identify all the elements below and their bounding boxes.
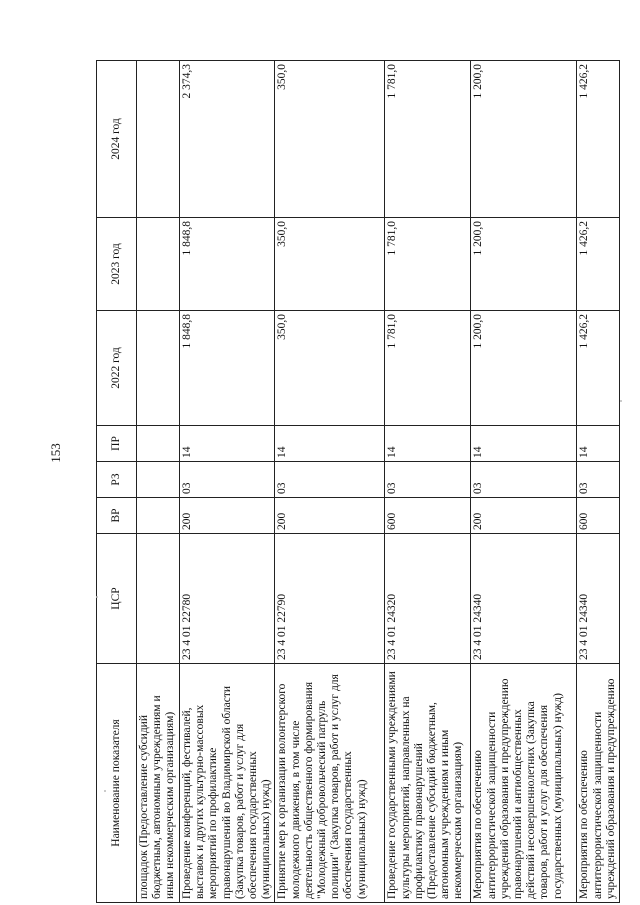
cell-csr: 23 4 01 22790 — [275, 534, 385, 664]
cell-2022: 1 200,0 — [471, 311, 577, 426]
table-row — [275, 61, 385, 903]
table-row — [137, 61, 180, 903]
table-row — [385, 61, 471, 903]
cell-2022: 1 848,8 — [180, 311, 275, 426]
cell-2023: 350,0 — [275, 218, 385, 311]
cell-2022 — [137, 311, 180, 426]
cell-2024: 1 781,0 — [385, 61, 471, 218]
cell-2023: 1 426,2 — [577, 218, 620, 311]
cell-2024: 2 374,3 — [180, 61, 275, 218]
cell-rz: 03 — [275, 462, 385, 498]
cell-pr — [137, 426, 180, 462]
table-row — [577, 61, 620, 903]
header-2022: 2022 год — [97, 311, 137, 426]
cell-name: Мероприятия по обеспечению антитеррористической защищенности учреждений образования и предупреждению — [577, 664, 620, 903]
cell-vr: 600 — [577, 498, 620, 534]
cell-pr: 14 — [180, 426, 275, 462]
cell-pr: 14 — [471, 426, 577, 462]
cell-vr: 200 — [180, 498, 275, 534]
cell-rz: 03 — [180, 462, 275, 498]
cell-pr: 14 — [577, 426, 620, 462]
scan-speck — [104, 790, 106, 792]
cell-2024: 350,0 — [275, 61, 385, 218]
cell-rz: 03 — [385, 462, 471, 498]
cell-rz: 03 — [577, 462, 620, 498]
scan-speck — [620, 400, 622, 402]
cell-vr: 200 — [275, 498, 385, 534]
cell-rz — [137, 462, 180, 498]
cell-2023: 1 848,8 — [180, 218, 275, 311]
budget-table-rotated — [96, 61, 616, 903]
header-rz: РЗ — [97, 462, 137, 498]
cell-csr: 23 4 01 24320 — [385, 534, 471, 664]
header-2024: 2024 год — [97, 61, 137, 218]
scan-speck — [96, 596, 98, 598]
budget-table — [96, 60, 620, 903]
table-header-row — [97, 61, 137, 903]
page-number: 153 — [48, 443, 63, 463]
cell-vr — [137, 498, 180, 534]
cell-vr: 200 — [471, 498, 577, 534]
cell-name: Принятие мер к организации волонтерского молодежного движения, в том числе деятельность общественного формирования "Молодежный добровольческий патруль полиции" (Закупка товаров, работ и услуг для обеспечения государственных (муниципальных) нужд) — [275, 664, 385, 903]
cell-2023 — [137, 218, 180, 311]
cell-name: Проведение конференций, фестивалей, выставок и других культурно-массовых мероприятий по профилактике правонарушений во Владимирской области (Закупка товаров, работ и услуг для обеспечения государственных (муниципальных) нужд) — [180, 664, 275, 903]
header-pr: ПР — [97, 426, 137, 462]
cell-2024: 1 426,2 — [577, 61, 620, 218]
cell-2023: 1 200,0 — [471, 218, 577, 311]
cell-2024: 1 200,0 — [471, 61, 577, 218]
cell-vr: 600 — [385, 498, 471, 534]
cell-pr: 14 — [385, 426, 471, 462]
cell-csr: 23 4 01 24340 — [471, 534, 577, 664]
cell-csr — [137, 534, 180, 664]
cell-2022: 1 781,0 — [385, 311, 471, 426]
cell-name: Проведение государственными учреждениями культуры мероприятий, направленных на профилактику правонарушений (Предоставление субсидий бюджетным, автономным учреждениям и иным некоммерческим организациям) — [385, 664, 471, 903]
cell-2022: 350,0 — [275, 311, 385, 426]
cell-pr: 14 — [275, 426, 385, 462]
header-2023: 2023 год — [97, 218, 137, 311]
cell-2022: 1 426,2 — [577, 311, 620, 426]
cell-name: площадок (Предоставление субсидий бюджетным, автономным учреждениям и иным некоммерческим организациям) — [137, 664, 180, 903]
header-csr: ЦСР — [97, 534, 137, 664]
header-vr: ВР — [97, 498, 137, 534]
header-name: Наименование показателя — [97, 664, 137, 903]
table-row — [471, 61, 577, 903]
cell-rz: 03 — [471, 462, 577, 498]
cell-2023: 1 781,0 — [385, 218, 471, 311]
table-row — [180, 61, 275, 903]
cell-2024 — [137, 61, 180, 218]
cell-name: Мероприятия по обеспечению антитеррористической защищенности учреждений образования и предупреждению правонарушений и антиобщественных действий несовершеннолетних (Закупка товаров, работ и услуг для обеспечения государственных (муниципальных) нужд) — [471, 664, 577, 903]
cell-csr: 23 4 01 24340 — [577, 534, 620, 664]
cell-csr: 23 4 01 22780 — [180, 534, 275, 664]
